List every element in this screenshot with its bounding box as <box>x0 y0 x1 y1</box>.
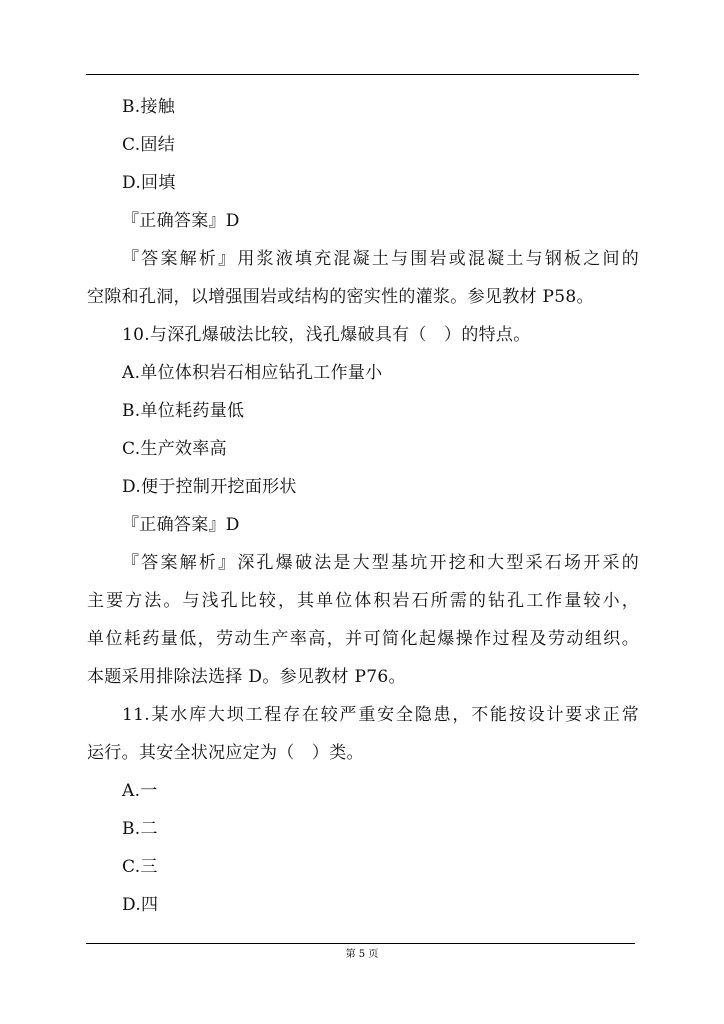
answer-explanation-continued: 本题采用排除法选择 D。参见教材 P76。 <box>87 667 406 687</box>
correct-answer: 『正确答案』D <box>122 211 240 231</box>
header-rule <box>86 74 639 75</box>
answer-explanation: 『答案解析』深孔爆破法是大型基坑开挖和大型采石场开采的 <box>122 553 639 573</box>
page-number: 第 5 页 <box>345 949 379 960</box>
option-c: C.三 <box>122 857 158 877</box>
option-b: B.二 <box>122 819 158 839</box>
option-b: B.单位耗药量低 <box>122 401 245 421</box>
question-10: 10.与深孔爆破法比较，浅孔爆破具有（ ）的特点。 <box>122 325 531 345</box>
option-d: D.回填 <box>122 173 176 193</box>
option-a: A.一 <box>122 781 158 801</box>
option-d: D.便于控制开挖面形状 <box>122 477 297 497</box>
footer-rule <box>86 943 635 944</box>
correct-answer: 『正确答案』D <box>122 515 240 535</box>
option-a: A.单位体积岩石相应钻孔工作量小 <box>122 363 383 383</box>
answer-explanation-continued: 主要方法。与浅孔比较，其单位体积岩石所需的钻孔工作量较小， <box>87 591 639 611</box>
option-c: C.生产效率高 <box>122 439 227 459</box>
answer-explanation-continued: 单位耗药量低，劳动生产率高，并可简化起爆操作过程及劳动组织。 <box>87 629 639 649</box>
question-11: 11.某水库大坝工程存在较严重安全隐患，不能按设计要求正常 <box>122 705 639 725</box>
option-c: C.固结 <box>122 135 176 155</box>
answer-explanation: 『答案解析』用浆液填充混凝土与围岩或混凝土与钢板之间的 <box>122 249 639 269</box>
question-11-continued: 运行。其安全状况应定为（ ）类。 <box>87 743 364 763</box>
page-content <box>87 88 639 924</box>
answer-explanation-continued: 空隙和孔洞，以增强围岩或结构的密实性的灌浆。参见教材 P58。 <box>87 287 594 307</box>
option-b: B.接触 <box>122 97 176 117</box>
option-d: D.四 <box>122 895 159 915</box>
